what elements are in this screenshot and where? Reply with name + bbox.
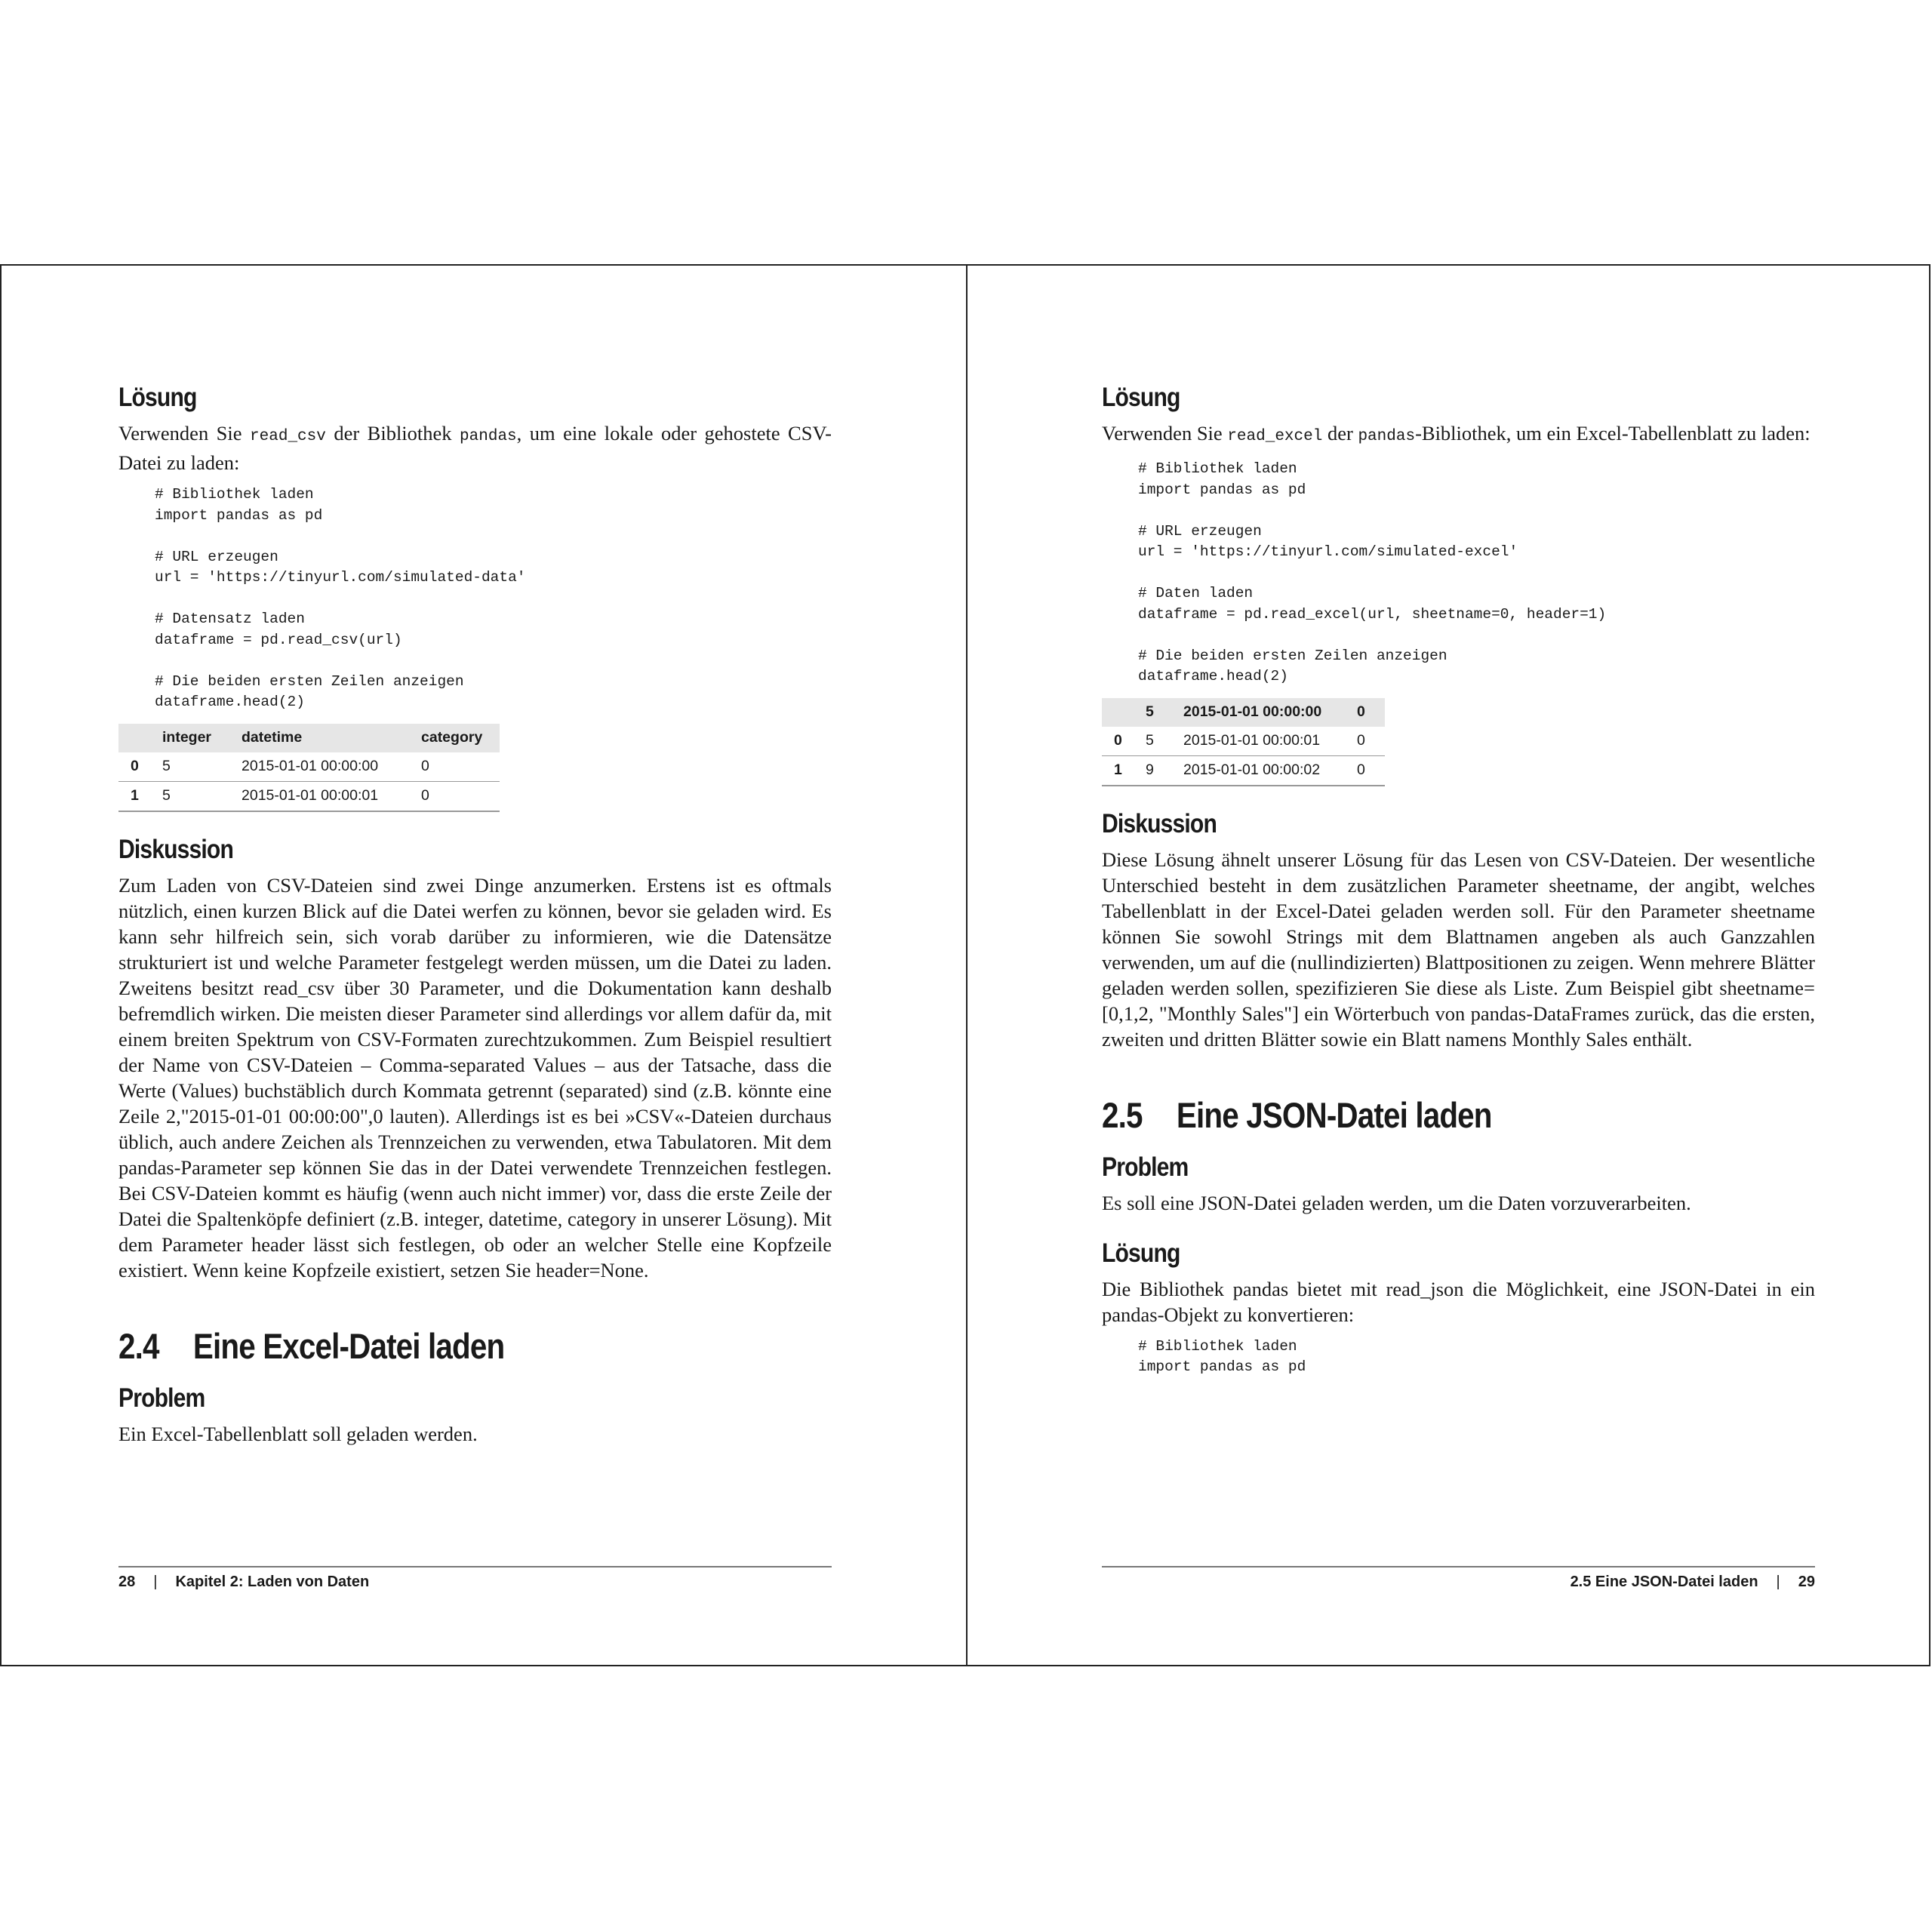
table-cell: 0 — [421, 787, 429, 804]
section-number: 2.4 — [118, 1325, 159, 1366]
loesung-heading-2: Lösung — [1102, 1238, 1180, 1268]
dataframe-table — [118, 724, 500, 812]
right-page-content — [1102, 383, 1815, 1378]
table-row — [118, 781, 500, 811]
row-index: 0 — [131, 758, 139, 774]
table-header-row — [118, 724, 500, 752]
page-footer — [1102, 1566, 1815, 1591]
footer-separator: | — [1776, 1574, 1780, 1590]
row-index: 0 — [1114, 732, 1122, 749]
inline-code: pandas — [1358, 428, 1416, 445]
table-header-row — [1102, 698, 1385, 727]
table-header-cell: category — [421, 729, 483, 746]
text-run: der Bibliothek — [325, 422, 460, 445]
table-row — [1102, 727, 1385, 756]
table-header-cell: 0 — [1357, 703, 1365, 720]
code-block: # Bibliothek laden import pandas as pd # URL erzeugen url = 'https://tinyurl.com/simulated-data' # Datensatz laden dataframe = pd.read_csv(url) # Die beiden ersten Zeilen anzeigen dataframe.head(2) — [155, 486, 526, 710]
left-page-content — [118, 383, 832, 1447]
code-block: # Bibliothek laden import pandas as pd # URL erzeugen url = 'https://tinyurl.com/simulated-excel' # Daten laden dataframe = pd.read_excel(url, sheetname=0, header=1) # Die beiden ersten Zeilen anzeigen dataframe.head(2) — [1138, 460, 1607, 685]
problem-paragraph: Ein Excel-Tabellenblatt soll geladen werden. — [118, 1422, 478, 1445]
book-spread — [0, 264, 1930, 1666]
text-run: , um eine lokale oder gehostete CSV-Datei zu laden: — [118, 422, 832, 474]
table-cell: 5 — [162, 758, 171, 774]
section-heading — [1102, 1094, 1715, 1136]
running-section: 2.5 Eine JSON-Datei laden — [1570, 1574, 1758, 1590]
section-heading — [118, 1325, 732, 1367]
table-cell: 9 — [1146, 761, 1154, 778]
page-number: 28 — [118, 1574, 136, 1590]
text-run: -Bibliothek, um ein Excel-Tabellenblatt zu laden: — [1415, 422, 1810, 445]
table-header-cell — [118, 724, 162, 752]
table-row — [1102, 755, 1385, 786]
page-footer — [118, 1566, 832, 1591]
inline-code: read_csv — [250, 428, 326, 445]
table-cell: 5 — [162, 787, 171, 804]
left-page — [2, 266, 966, 1665]
page-number: 29 — [1798, 1574, 1815, 1590]
problem-heading: Problem — [1102, 1152, 1189, 1182]
table-cell: 0 — [421, 758, 429, 774]
row-index: 1 — [1114, 761, 1122, 778]
table-header-cell: 2015-01-01 00:00:00 — [1183, 703, 1322, 720]
code-block-2: # Bibliothek laden import pandas as pd — [1138, 1337, 1306, 1375]
problem-heading: Problem — [118, 1383, 205, 1413]
diskussion-paragraph: Zum Laden von CSV-Dateien sind zwei Dinge anzumerken. Erstens ist es oftmals nützlich, einen kurzen Blick auf die Datei werfen zu können, bevor sie geladen wird. Es kann sehr hilfreich sein, sich vorab darüber zu informieren, wie die Datensätze strukturiert ist und welche Parameter festgelegt werden müssen, um die Datei zu laden. Zweitens besitzt read_csv über 30 Parameter, und die Dokumentation kann deshalb befremdlich wirken. Die meisten dieser Parameter sind allerdings vor allem dafür da, mit einem breiten Spektrum von CSV-Formaten zurechtzukommen. Zum Beispiel resultiert der Name von CSV-Dateien – Comma-separated Values – aus der Tatsache, dass die Werte (Values) buchstäblich durch Kommata getrennt (separated) sind (z.B. könnte eine Zeile 2,"2015-01-01 00:00:00",0 lauten). Allerdings ist es bei »CSV«-Dateien durchaus üblich, auch andere Zeichen als Trennzeichen zu verwenden, etwa Tabulatoren. Mit dem pandas-Parameter sep können Sie das in der Datei verwendete Trennzeichen festlegen. Bei CSV-Dateien kommt es häufig (wenn auch nicht immer) vor, dass die erste Zeile der Datei die Spaltenköpfe definiert (z.B. integer, datetime, category in unserer Lösung). Mit dem Parameter header lässt sich festlegen, ob oder an welcher Stelle eine Kopfzeile existiert. Wenn keine Kopfzeile existiert, setzen Sie header=None. — [118, 873, 832, 1281]
table-header-cell — [1102, 698, 1146, 727]
table-cell: 2015-01-01 00:00:02 — [1183, 761, 1321, 778]
row-index: 1 — [131, 787, 139, 804]
table-header-cell: integer — [162, 729, 212, 746]
diskussion-paragraph: Diese Lösung ähnelt unserer Lösung für das Lesen von CSV-Dateien. Der wesentliche Unterschied besteht in dem zusätzlichen Parameter sheetname, der angibt, welches Tabellenblatt in der Excel-Datei geladen werden soll. Für den Parameter sheetname können Sie sowohl Strings mit dem Blattnamen angeben als auch Ganzzahlen verwenden, um auf die (nullindizierten) Blattpositionen zu zeigen. Wenn mehrere Blätter geladen werden sollen, spezifizieren Sie diese als Liste. Zum Beispiel gibt sheetname=[0,1,2, "Monthly Sales"] ein Wörterbuch von pandas-DataFrames zurück, das die ersten, zweiten und dritten Blätter sowie ein Blatt namens Monthly Sales enthält. — [1102, 848, 1815, 1051]
section-title: Eine Excel-Datei laden — [192, 1325, 505, 1366]
loesung-paragraph — [118, 420, 832, 475]
inline-code: read_excel — [1227, 428, 1323, 445]
table-cell: 0 — [1357, 761, 1365, 778]
table-cell: 0 — [1357, 732, 1365, 749]
section-number: 2.5 — [1102, 1094, 1143, 1135]
footer-separator: | — [153, 1574, 158, 1590]
dataframe-table — [1102, 698, 1385, 786]
text-run: Verwenden Sie — [1102, 422, 1228, 445]
loesung-heading: Lösung — [1102, 383, 1180, 412]
table-cell: 2015-01-01 00:00:01 — [242, 787, 379, 804]
section-title: Eine JSON-Datei laden — [1176, 1094, 1492, 1135]
text-run: der — [1322, 422, 1358, 445]
table-cell: 2015-01-01 00:00:00 — [242, 758, 379, 774]
text-run: Verwenden Sie — [118, 422, 251, 445]
loesung-paragraph — [1102, 420, 1815, 450]
table-header-cell: datetime — [242, 729, 303, 746]
table-header-cell: 5 — [1146, 703, 1154, 720]
running-chapter: Kapitel 2: Laden von Daten — [175, 1574, 370, 1590]
diskussion-heading: Diskussion — [118, 834, 233, 864]
table-cell: 2015-01-01 00:00:01 — [1183, 732, 1321, 749]
diskussion-heading: Diskussion — [1102, 808, 1217, 838]
right-page — [968, 266, 1932, 1665]
problem-paragraph: Es soll eine JSON-Datei geladen werden, um die Daten vorzuverarbeiten. — [1102, 1191, 1691, 1214]
inline-code: pandas — [460, 428, 517, 445]
loesung-heading: Lösung — [118, 383, 197, 412]
table-cell: 5 — [1146, 732, 1154, 749]
table-row — [118, 752, 500, 782]
loesung-paragraph-2: Die Bibliothek pandas bietet mit read_json die Möglichkeit, eine JSON-Datei in ein pandas-Objekt zu konvertieren: — [1102, 1277, 1815, 1326]
